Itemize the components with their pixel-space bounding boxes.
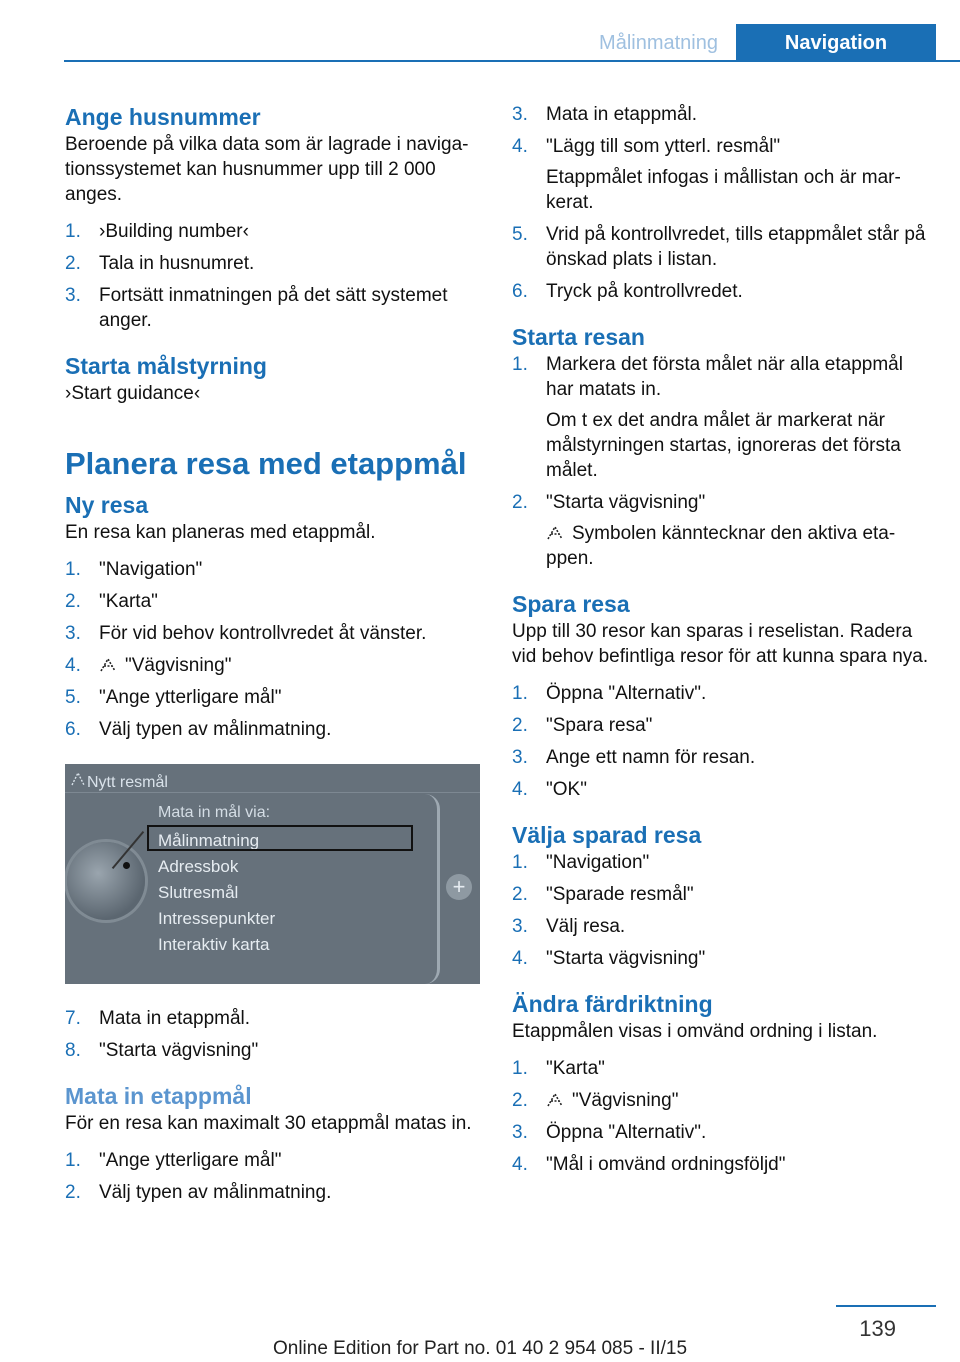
heading-start-guidance: Starta målstyrning <box>65 353 267 379</box>
list-item: 8. "Starta vägvisning" <box>65 1040 259 1061</box>
list-item: 1. Markera det första målet när alla etappmål har matats in. Om t ex det andra målet är markerat när målstyrningen startas, ignoreras det första målet. <box>512 352 932 483</box>
list-item: 3. Mata in etappmål. <box>512 104 698 125</box>
right-column <box>512 102 932 1189</box>
list-item: 6. Tryck på kontrollvredet. <box>512 281 743 302</box>
list-item: 2. Tala in husnumret. <box>65 253 255 274</box>
para-new-trip: En resa kan planeras med etappmål. <box>65 522 376 543</box>
para-reverse-direction: Etappmålen visas i omvänd ordning i listan. <box>512 1021 878 1042</box>
heading-new-trip: Ny resa <box>65 492 149 518</box>
para-save-trip: Upp till 30 resor kan sparas i reselistan. Radera vid behov befintliga resor för att kunna spara nya. <box>512 621 929 667</box>
heading-reverse-direction: Ändra färdriktning <box>512 991 713 1017</box>
heading-enter-stopover: Mata in etappmål <box>65 1083 252 1109</box>
list-item: 4. "Vägvisning" <box>65 655 232 676</box>
list-enter-stopover <box>65 1148 480 1205</box>
list-item: 4. "Mål i omvänd ordningsföljd" <box>512 1154 786 1175</box>
list-item: 2. "Karta" <box>65 591 158 612</box>
list-item: 1. Öppna "Alternativ". <box>512 683 707 704</box>
page-number-rule <box>836 1305 936 1307</box>
route-icon <box>71 772 85 786</box>
screen-arc <box>425 794 440 984</box>
controller-knob <box>67 842 145 920</box>
para-start-guidance: ›Start guidance‹ <box>65 383 201 404</box>
heading-plan-trip: Planera resa med etappmål <box>65 446 467 481</box>
note-text: Etappmålet infogas i mållistan och är markerat. <box>546 167 901 213</box>
list-item: 3. För vid behov kontrollvredet åt vänster. <box>65 623 427 644</box>
header-tab-navigation: Navigation <box>736 24 936 62</box>
list-item: 2. "Vägvisning" <box>512 1090 679 1111</box>
heading-save-trip: Spara resa <box>512 591 630 617</box>
screen-divider <box>65 792 480 793</box>
list-new-trip-cont <box>65 1006 480 1063</box>
para-enter-stopover: För en resa kan maximalt 30 etappmål matas in. <box>65 1113 472 1134</box>
list-item: 4. "OK" <box>512 779 587 800</box>
heading-house-number: Ange husnummer <box>65 104 261 130</box>
header-rule <box>64 60 960 62</box>
page-header <box>0 24 960 62</box>
list-select-saved-trip <box>512 850 932 971</box>
left-column <box>65 102 480 1217</box>
menu-item-destination-entry[interactable]: Målinmatning <box>158 831 260 850</box>
list-item: 2. "Spara resa" <box>512 715 653 736</box>
route-icon <box>546 525 564 541</box>
route-icon <box>546 1092 564 1108</box>
list-item: 1. "Karta" <box>512 1058 605 1079</box>
menu-item-interactive-map[interactable]: Interaktiv karta <box>158 935 270 954</box>
list-item: 1. "Navigation" <box>65 559 203 580</box>
menu-item-address-book[interactable]: Adressbok <box>158 857 239 876</box>
note-with-icon: Symbolen känntecknar den aktiva etappen. <box>546 523 896 569</box>
list-reverse-direction <box>512 1056 932 1177</box>
list-item: 5. Vrid på kontrollvredet, tills etappmålet står på önskad plats i listan. <box>512 224 926 270</box>
screen-title: Nytt resmål <box>87 774 168 791</box>
selection-highlight <box>147 825 413 851</box>
list-item: 6. Välj typen av målinmatning. <box>65 719 332 740</box>
footer-edition: Online Edition for Part no. 01 40 2 954 085 - II/15 <box>272 1338 688 1359</box>
list-item: 2. "Starta vägvisning" Symbolen känntecknar den aktiva etappen. <box>512 490 932 571</box>
menu-item-last-destinations[interactable]: Slutresmål <box>158 883 239 902</box>
list-item: 3. Välj resa. <box>512 916 626 937</box>
note-text: Om t ex det andra målet är markerat när målstyrningen startas, ignoreras det första målet. <box>546 410 901 481</box>
list-item: 4. "Starta vägvisning" <box>512 948 706 969</box>
list-start-trip <box>512 352 932 571</box>
plus-icon: + <box>446 874 472 900</box>
list-item: 3. Ange ett namn för resan. <box>512 747 756 768</box>
list-item: 2. "Sparade resmål" <box>512 884 694 905</box>
list-item: 1. ›Building number‹ <box>65 221 249 242</box>
screen-label: Mata in mål via: <box>158 804 271 821</box>
list-save-trip <box>512 681 932 802</box>
list-item: 3. Öppna "Alternativ". <box>512 1122 707 1143</box>
list-item: 4. "Lägg till som ytterl. resmål" Etappmålet infogas i mållistan och är markerat. <box>512 134 932 215</box>
heading-select-saved-trip: Välja sparad resa <box>512 822 702 848</box>
heading-start-trip: Starta resan <box>512 324 645 350</box>
list-item: 5. "Ange ytterligare mål" <box>65 687 282 708</box>
list-item: 2. Välj typen av målinmatning. <box>65 1182 332 1203</box>
list-new-trip <box>65 557 480 742</box>
list-enter-stopover-cont <box>512 102 932 304</box>
header-section: Målinmatning <box>599 32 718 54</box>
page-number: 139 <box>859 1316 896 1341</box>
para-house-number: Beroende på vilka data som är lagrade i navigationssystemet kan husnummer upp till 2 000 anges. <box>65 134 469 205</box>
list-house-number <box>65 219 480 333</box>
list-item: 1. "Ange ytterligare mål" <box>65 1150 282 1171</box>
idrive-screenshot <box>65 764 480 984</box>
menu-item-points-of-interest[interactable]: Intressepunkter <box>158 909 276 928</box>
route-icon <box>99 657 117 673</box>
list-item: 3. Fortsätt inmatningen på det sätt systemet anger. <box>65 285 448 331</box>
callout-dot <box>123 862 130 869</box>
list-item: 7. Mata in etappmål. <box>65 1008 251 1029</box>
list-item: 1. "Navigation" <box>512 852 650 873</box>
